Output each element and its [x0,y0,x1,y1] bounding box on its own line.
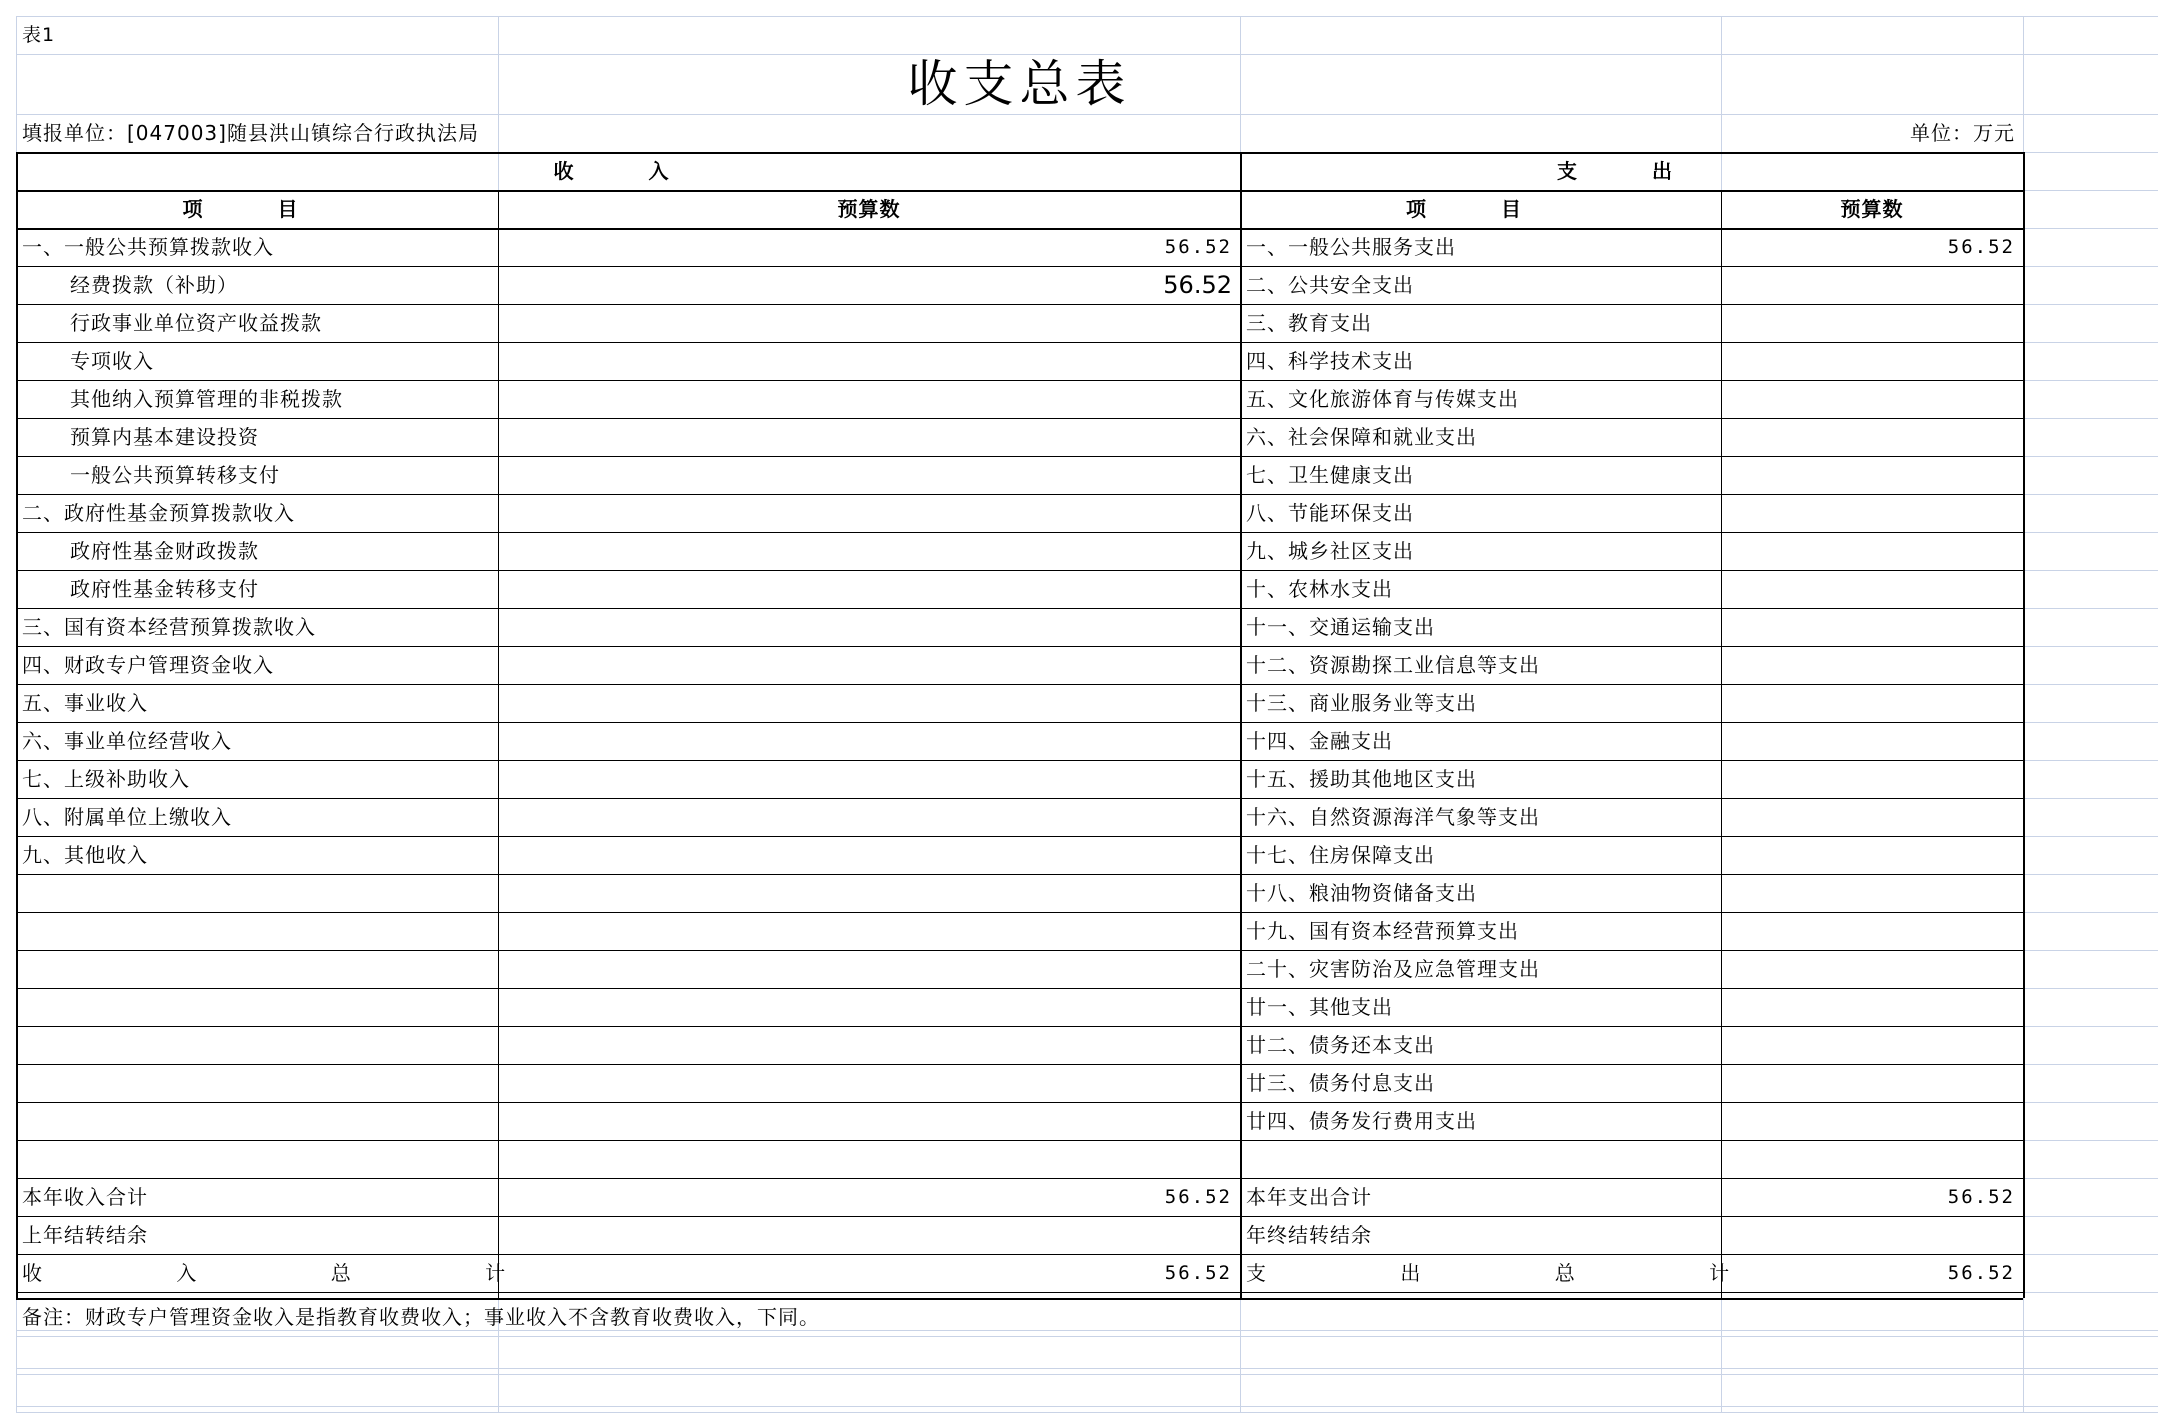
expense-item-label: 八、节能环保支出 [1246,501,1414,525]
expense-budget-value [1721,608,2023,646]
expense-item-label: 十三、商业服务业等支出 [1246,691,1477,715]
income-budget-header: 预算数 [837,197,901,221]
sheet-label: 表1 [22,24,56,46]
expense-grand-total-value: 56.52 [1947,1262,2015,1284]
income-item-label: 六、事业单位经营收入 [22,729,232,753]
expense-item-label: 十七、住房保障支出 [1246,843,1435,867]
income-budget-value [498,760,1240,798]
income-item-label: 九、其他收入 [22,843,148,867]
expense-budget-value [1721,304,2023,342]
income-budget-value [498,532,1240,570]
expense-item-label: 一、一般公共服务支出 [1246,235,1456,259]
income-budget-value [498,342,1240,380]
expense-item-label: 廿二、债务还本支出 [1246,1033,1435,1057]
income-item-label: 预算内基本建设投资 [70,425,259,449]
income-carryover-value [498,1216,1240,1254]
income-grand-total-label: 收 入 总 计 [22,1261,570,1285]
income-year-total-label: 本年收入合计 [22,1185,148,1209]
page-title: 收支总表 [907,55,1132,113]
income-item-label: 其他纳入预算管理的非税拨款 [70,387,343,411]
expense-carryover-label: 年终结转结余 [1246,1223,1372,1247]
income-budget-value: 56.52 [1163,271,1232,299]
gridline-h [16,1412,2158,1413]
expense-budget-value [1721,494,2023,532]
expense-item-label: 十、农林水支出 [1246,577,1393,601]
income-item-label: 一般公共预算转移支付 [70,463,280,487]
expense-budget-value [1721,380,2023,418]
expense-budget-value [1721,950,2023,988]
income-item-label: 八、附属单位上缴收入 [22,805,232,829]
gridline-h [16,1368,2158,1369]
gridline-h [16,1406,2158,1407]
income-section-header: 收 入 [553,159,703,183]
income-item-label: 四、财政专户管理资金收入 [22,653,274,677]
expense-budget-value [1721,988,2023,1026]
income-carryover-label: 上年结转结余 [22,1223,148,1247]
income-item-label: 政府性基金财政拨款 [70,539,259,563]
expense-budget-value [1721,874,2023,912]
income-budget-value [498,722,1240,760]
income-budget-value [498,646,1240,684]
income-item-label: 七、上级补助收入 [22,767,190,791]
expense-budget-value [1721,456,2023,494]
expense-budget-value [1721,722,2023,760]
income-item-label: 专项收入 [70,349,154,373]
income-budget-value [498,418,1240,456]
expense-item-label: 二、公共安全支出 [1246,273,1414,297]
expense-budget-value [1721,532,2023,570]
table-border-v [2023,152,2025,1298]
income-budget-value [498,798,1240,836]
expense-item-label: 十八、粮油物资储备支出 [1246,881,1477,905]
expense-item-label: 七、卫生健康支出 [1246,463,1414,487]
expense-item-label: 三、教育支出 [1246,311,1372,335]
income-item-label: 五、事业收入 [22,691,148,715]
expense-budget-value [1721,836,2023,874]
gridline-h [16,1374,2158,1375]
income-item-label: 一、一般公共预算拨款收入 [22,235,274,259]
expense-item-header: 项 目 [1406,197,1555,221]
expense-item-label: 十四、金融支出 [1246,729,1393,753]
expense-item-label: 十九、国有资本经营预算支出 [1246,919,1519,943]
expense-budget-value: 56.52 [1947,236,2015,258]
expense-item-label: 二十、灾害防治及应急管理支出 [1246,957,1540,981]
expense-item-label: 五、文化旅游体育与传媒支出 [1246,387,1519,411]
expense-item-label: 四、科学技术支出 [1246,349,1414,373]
income-item-label: 行政事业单位资产收益拨款 [70,311,322,335]
expense-item-label: 廿三、债务付息支出 [1246,1071,1435,1095]
income-budget-value [498,570,1240,608]
expense-budget-value [1721,1102,2023,1140]
income-budget-value [498,684,1240,722]
income-item-label: 三、国有资本经营预算拨款收入 [22,615,316,639]
unit-label: 单位：万元 [1910,121,2015,145]
expense-year-total-value: 56.52 [1947,1186,2015,1208]
income-budget-value: 56.52 [1164,236,1232,258]
expense-budget-value [1721,684,2023,722]
income-budget-value [498,608,1240,646]
expense-budget-value [1721,570,2023,608]
income-year-total-value: 56.52 [1164,1186,1232,1208]
expense-budget-header: 预算数 [1840,197,1904,221]
income-item-header: 项 目 [182,197,332,221]
filler-unit: 填报单位：[047003]随县洪山镇综合行政执法局 [22,121,479,145]
expense-section-header: 支 出 [1557,159,1706,183]
income-budget-value [498,380,1240,418]
footnote: 备注：财政专户管理资金收入是指教育收费收入；事业收入不含教育收费收入，下同。 [22,1305,820,1329]
income-grand-total-value: 56.52 [1164,1262,1232,1284]
expense-budget-value [1721,760,2023,798]
expense-budget-value [1721,266,2023,304]
expense-item-label: 六、社会保障和就业支出 [1246,425,1477,449]
income-budget-value [498,304,1240,342]
expense-budget-value [1721,798,2023,836]
expense-item-label: 十五、援助其他地区支出 [1246,767,1477,791]
expense-item-label: 廿一、其他支出 [1246,995,1393,1019]
expense-item-label: 十六、自然资源海洋气象等支出 [1246,805,1540,829]
expense-budget-value [1721,1026,2023,1064]
income-budget-value [498,456,1240,494]
income-budget-value [498,494,1240,532]
expense-budget-value [1721,418,2023,456]
expense-item-label: 十二、资源勘探工业信息等支出 [1246,653,1540,677]
income-item-label: 经费拨款（补助） [70,273,238,297]
expense-item-label: 九、城乡社区支出 [1246,539,1414,563]
expense-year-total-label: 本年支出合计 [1246,1185,1372,1209]
expense-grand-total-label: 支 出 总 计 [1246,1261,1794,1285]
expense-budget-value [1721,342,2023,380]
expense-carryover-value [1721,1216,2023,1254]
expense-item-label: 廿四、债务发行费用支出 [1246,1109,1477,1133]
expense-item-label: 十一、交通运输支出 [1246,615,1435,639]
gridline-h [16,1336,2158,1337]
expense-budget-value [1721,1064,2023,1102]
income-item-label: 政府性基金转移支付 [70,577,259,601]
income-item-label: 二、政府性基金预算拨款收入 [22,501,295,525]
income-budget-value [498,836,1240,874]
expense-budget-value [1721,646,2023,684]
expense-budget-value [1721,912,2023,950]
